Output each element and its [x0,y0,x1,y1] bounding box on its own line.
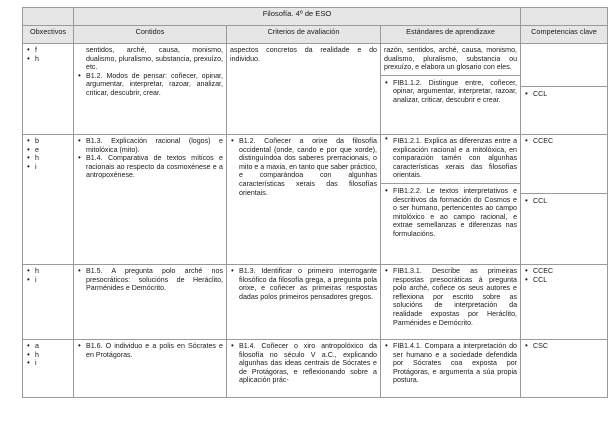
table-title: Filosofía. 4º de ESO [74,8,521,26]
criterio-text: • B1.3. Identificar o primeiro interrogante filosófico da filosofía grega, a pregunta pola orixe, e coñecer as primeiras respostas dadas polos primeiros pensadores gregos. [230,267,377,301]
table-row [23,44,608,135]
header-estandares: Estándares de aprendizaxe [381,26,521,44]
header-obxectivos: Obxectivos [23,26,74,44]
estandares-cell [381,44,521,135]
obxectivo-item: • i [26,359,70,368]
contido-item: • B1.3. Explicación racional (logos) e mitolóxica (mito). [77,137,223,154]
obxectivo-item: • e [26,146,70,155]
criterio-cell [227,265,381,340]
competencia-item: • CCEC [524,267,604,276]
contido-item: • B1.5. A pregunta polo arché nos presocráticos: solucións de Heráclito, Parménides e Demócrito. [77,267,223,293]
competencia-item: • CSC [524,342,604,351]
estandar-item: • FIB1.2.2. Le textos interpretativos e descritivos da formación do Cosmos e o ser humano, pertencentes ao campo mitolóxico e ao campo racional, e extrae semellanzas e diferenzas nas formulacións. [384,187,517,239]
obxectivo-item: • h [26,55,70,64]
competencias-cell [521,135,608,265]
criterio-text: • B1.2. Coñecer a orixe da filosofía occidental (onde, cando e por que xorde), distinguíndoa dos saberes prerracionais, o mito e a maxia, en tanto que saber práctico, e comparándoa con algunhas características xerais das filosofías orientais. [230,137,377,197]
estandar-subcell [381,183,520,241]
competencias-cell [521,44,608,135]
criterio-cell [227,135,381,265]
obxectivo-item: • a [26,342,70,351]
competencia-item: • CCL [524,197,604,206]
contido-item: • B1.6. O individuo e a polis en Sócrates e en Protágoras. [77,342,223,359]
estandar-item: • FIB1.2.1. Explica as diferenzas entre a explicación racional e a mitolóxica, en comparación tamén con algunhas características xerais das filosofías orientais. [384,135,517,183]
competencia-subcell [524,135,604,193]
obxectivo-item: • h [26,154,70,163]
competencia-item: • CCL [524,276,604,285]
table-row [23,135,608,265]
contido-item: • B1.4. Comparativa de textos míticos e racionais ao respecto da cosmoxénese e a antropoxénese. [77,154,223,180]
obxectivo-item: • f [26,46,70,55]
estandares-cell [381,265,521,340]
header-competencias: Competencias clave [521,26,608,44]
competencias-cell [521,265,608,340]
title-row [23,8,608,26]
competencia-empty [524,44,604,86]
competencia-subcell [521,193,607,208]
competencia-subcell [521,86,607,101]
table-row [23,265,608,340]
criterio-cell [227,44,381,135]
criterio-text: • B1.4. Coñecer o xiro antropolóxico da filosofía no século V a.C., explicando algunhas das ideas centrais de Sócrates e de Protágoras, e reflexionando sobre a aplicación prác- [230,342,377,385]
title-blank-cell [23,8,74,26]
header-contidos: Contidos [74,26,227,44]
estandar-subcell [381,75,520,107]
obxectivo-item: • h [26,267,70,276]
table-row [23,340,608,398]
competencia-item: • CCEC [524,137,604,146]
estandar-item: • FIB1.1.2. Distingue entre, coñecer, opinar, argumentar, interpretar, razoar, analizar, criticar, descubrir e crear. [384,79,517,105]
contidos-cell [74,135,227,265]
contidos-cell [74,44,227,135]
obxectivos-cell [23,135,74,265]
criterio-text: aspectos concretos da realidade e do individuo. [230,46,377,63]
contido-item: • B1.2. Modos de pensar: coñecer, opinar, argumentar, interpretar, razoar, analizar, criticar, descubrir, crear. [77,72,223,98]
contidos-cell [74,340,227,398]
header-criterios: Criterios de avaliación [227,26,381,44]
obxectivos-cell [23,265,74,340]
competencia-item: • CCL [524,90,604,99]
header-row [23,26,608,44]
obxectivo-item: • b [26,137,70,146]
obxectivo-item: • i [26,276,70,285]
competencias-cell [521,340,608,398]
estandar-item: • FIB1.3.1. Describe as primeiras respostas presocráticas á pregunta polo arché, coñece os seus autores e reflexiona por escrito sobre as solucións de interpretación da realidade expostas por Heráclito, Parménides e Demócrito. [384,267,517,327]
obxectivo-item: • i [26,163,70,172]
obxectivos-cell [23,340,74,398]
obxectivos-cell [23,44,74,135]
estandares-cell [381,135,521,265]
estandar-item: • FIB1.4.1. Compara a interpretación do ser humano e a sociedade defendida por Sócrates coa exposta por Protágoras, e argumenta a súa propia postura. [384,342,517,385]
criterio-cell [227,340,381,398]
contidos-cell [74,265,227,340]
contido-text: sentidos, arché, causa, monismo, dualismo, pluralismo, substancia, prexuízo, etc. [86,46,223,72]
obxectivo-item: • h [26,351,70,360]
estandar-text: razón, sentidos, arché, causa, monismo, dualismo, pluralismo, substancia ou prexuízo, e elabora un glosario con eles. [384,46,518,72]
curriculum-table [22,7,608,398]
estandares-cell [381,340,521,398]
title-blank-cell [521,8,608,26]
